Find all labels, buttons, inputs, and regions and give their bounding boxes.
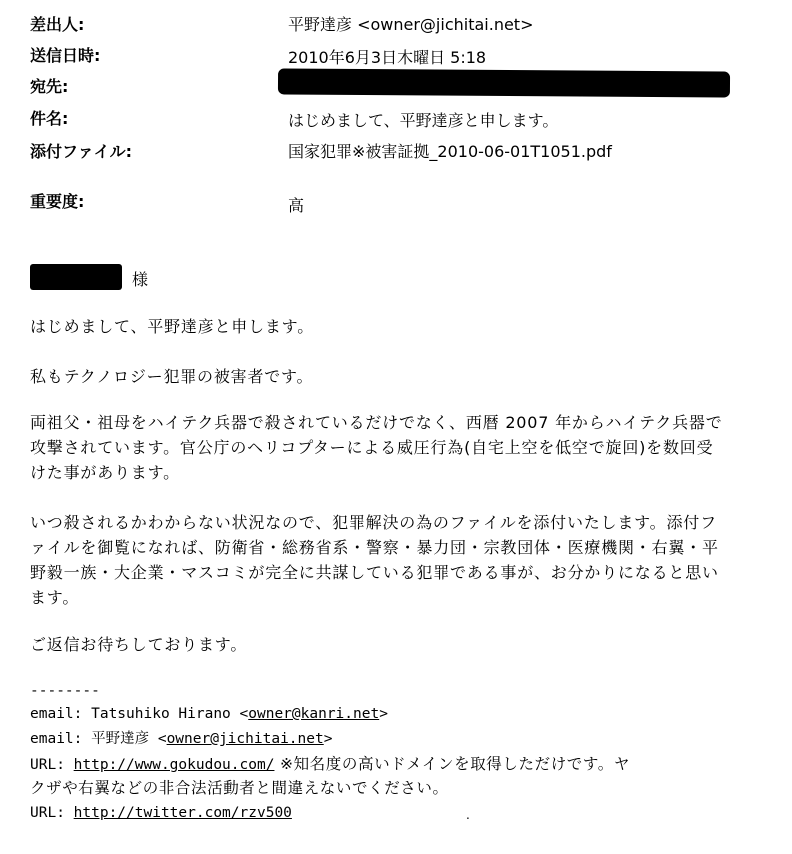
signature-block [30, 680, 730, 830]
email-2-prefix: email: 平野達彦 < [30, 731, 167, 747]
url-1-link[interactable]: http://www.gokudou.com/ [73, 757, 275, 773]
salutation-suffix: 様 [132, 270, 149, 289]
attachment-paragraph: いつ殺されるかわからない状況なので、犯罪解決の為のファイルを添付いたします。添付ファイルを御覧になれば、防衛省・総務省系・警察・暴力団・宗教団体・医療機関・右翼・平野毅一族・大企業・マスコミが完全に共謀している犯罪である事が、お分かりになると思います。 [30, 513, 719, 607]
subject-label: 件名: [30, 109, 69, 128]
url-2-link[interactable]: http://twitter.com/rzv500 [73, 805, 292, 821]
signature-url-2 [30, 802, 292, 824]
url-1-note-continued: クザや右翼などの非合法活動者と間違えないでください。 [30, 779, 449, 797]
signature-email-1 [30, 703, 388, 725]
email-2-link[interactable]: owner@jichitai.net [166, 731, 324, 747]
email-1-link[interactable]: owner@kanri.net [248, 706, 380, 722]
url-1-prefix: URL: [30, 757, 74, 773]
signature-email-2 [30, 728, 332, 750]
from-value: 平野達彦 <owner@jichitai.net> [288, 15, 534, 34]
attachment-label: 添付ファイル: [30, 142, 133, 161]
url-2-prefix: URL: [30, 805, 74, 821]
to-redaction [278, 68, 730, 97]
attack-paragraph: 両祖父・祖母をハイテク兵器で殺されているだけでなく、西暦 2007 年からハイテク兵器で攻撃されています。官公庁のヘリコプターによる威圧行為(自宅上空を低空で旋回)を数回受けた事があります。 [30, 413, 723, 482]
signature-url-1 [30, 753, 630, 776]
email-2-suffix: > [323, 731, 333, 747]
importance-value: 高 [288, 196, 305, 215]
greeting-paragraph: はじめまして、平野達彦と申します。 [30, 317, 315, 336]
importance-label: 重要度: [30, 192, 85, 211]
to-label: 宛先: [30, 77, 69, 96]
recipient-name-redaction [30, 264, 122, 290]
stray-dot: . [466, 808, 470, 822]
from-label: 差出人: [30, 15, 85, 34]
signature-divider: -------- [30, 683, 100, 699]
attachment-value[interactable]: 国家犯罪※被害証拠_2010-06-01T1051.pdf [288, 142, 612, 161]
email-1-prefix: email: Tatsuhiko Hirano < [30, 706, 249, 722]
closing-paragraph: ご返信お待ちしております。 [30, 635, 248, 654]
url-1-note: ※知名度の高いドメインを取得しただけです。ヤ [274, 755, 630, 773]
sent-value: 2010年6月3日木曜日 5:18 [288, 48, 487, 67]
email-1-suffix: > [379, 706, 388, 722]
subject-value: はじめまして、平野達彦と申します。 [288, 111, 559, 130]
victim-paragraph: 私もテクノロジー犯罪の被害者です。 [30, 367, 314, 386]
sent-label: 送信日時: [30, 46, 101, 65]
